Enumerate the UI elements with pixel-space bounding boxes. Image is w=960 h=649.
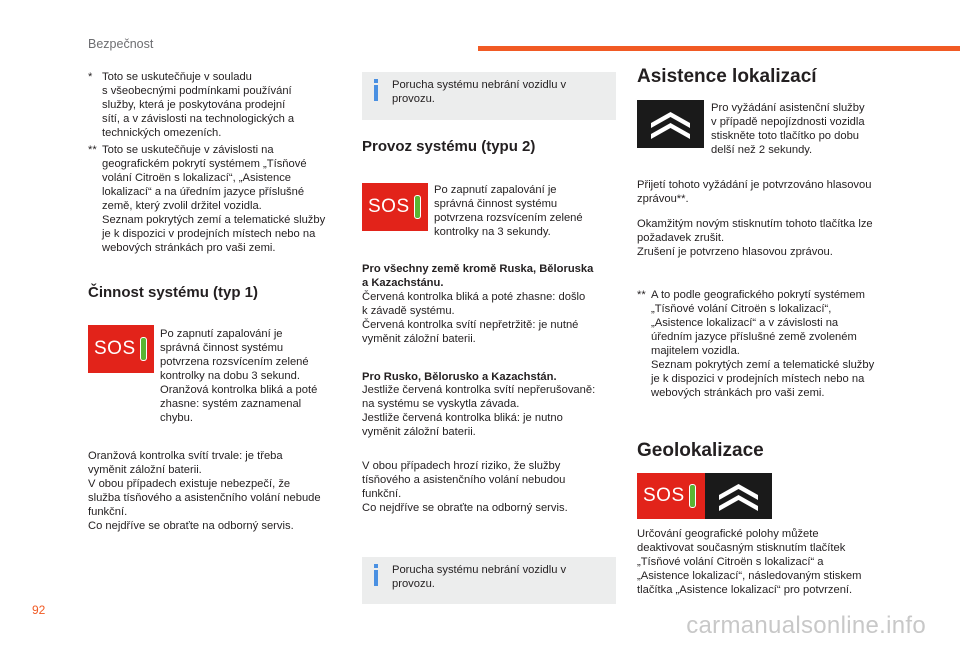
heading-system-type1: Činnost systému (typ 1) bbox=[88, 284, 259, 301]
geolocation-description: Určování geografické polohy můžete deaktivovat současným stisknutím tlačítek „Tísňové volání Citroën s lokalizací“ a „Asistence lokalizací“, následovaným stiskem tlačítka „Asistence lokalizací“ pro potvrzení. bbox=[637, 528, 862, 596]
assistance-description: Pro vyžádání asistenční služby v případě nepojízdnosti vozidla stiskněte toto tlačítko po dobu delší než 2 sekundy. bbox=[711, 102, 865, 156]
info-box bbox=[362, 557, 616, 604]
footnote-double bbox=[88, 143, 360, 255]
footnote-single bbox=[88, 70, 350, 140]
footnote-mark: ** bbox=[637, 289, 646, 301]
green-led-icon bbox=[414, 195, 421, 219]
sos-button-image bbox=[362, 183, 428, 231]
header-accent-line bbox=[478, 46, 960, 51]
info-text: Porucha systému nebrání vozidlu v provozu. bbox=[392, 564, 567, 590]
sos-label: SOS bbox=[94, 338, 136, 359]
footnote-mark: * bbox=[88, 71, 93, 83]
footnote-text: Toto se uskutečňuje v souladu s všeobecnými podmínkami používání služby, která je poskytována prodejní sítí, a v závislosti na technologických a technických omezeních. bbox=[102, 71, 295, 139]
block1-title: Pro všechny země kromě Ruska, Běloruska a Kazachstánu. bbox=[362, 263, 594, 289]
footnote-mark: ** bbox=[88, 144, 97, 156]
page-number: 92 bbox=[32, 603, 46, 617]
green-led-icon bbox=[140, 337, 147, 361]
sos-label: SOS bbox=[643, 485, 685, 506]
info-text: Porucha systému nebrání vozidlu v provozu. bbox=[392, 79, 567, 105]
info-icon bbox=[372, 78, 384, 114]
heading-geolocation: Geolokalizace bbox=[637, 440, 764, 461]
block2-title: Pro Rusko, Bělorusko a Kazachstán. bbox=[362, 371, 557, 383]
info-box bbox=[362, 72, 616, 120]
assistance-confirmation: Přijetí tohoto vyžádání je potvrzováno hlasovou zprávou**. bbox=[637, 179, 872, 205]
chevrons-icon bbox=[637, 100, 704, 148]
assistance-cancel: Okamžitým novým stisknutím tohoto tlačítka lze požadavek zrušit. Zrušení je potvrzeno hlasovou zprávou. bbox=[637, 218, 873, 258]
type2-warning-paragraph: V obou případech hrozí riziko, že služby tísňového a asistenčního volání nebudou funkční. Co nejdříve se obraťte na odborný servis. bbox=[362, 460, 568, 514]
footnote-text: A to podle geografického pokrytí systémem „Tísňové volání Citroën s lokalizací“, „Asistence lokalizací“ a v závislosti na úředním jazyce příslušné země zvoleném majitelem vozidla. Seznam pokrytých zemí a telematické služby je k dispozici v prodejních místech nebo na webových stránkách pro vaši zemi. bbox=[651, 289, 875, 399]
footnote-double bbox=[637, 288, 907, 400]
section-title: Bezpečnost bbox=[88, 37, 154, 51]
block1-body: Červená kontrolka bliká a poté zhasne: došlo k závadě systému. Červená kontrolka svítí nepřetržitě: je nutné vyměnit záložní baterii. bbox=[362, 291, 586, 345]
chevrons-icon bbox=[705, 473, 772, 519]
type1-warning-paragraph: Oranžová kontrolka svítí trvale: je třeba vyměnit záložní baterii. V obou případech existuje nebezpečí, že služba tísňového a asistenčního volání nebude funkční. Co nejdříve se obraťte na odborný servis. bbox=[88, 450, 321, 532]
block2-body: Jestliže červená kontrolka svítí nepřerušovaně: na systému se vyskytla závada. Jestliže červená kontrolka bliká: je nutno vyměnit záložní baterii. bbox=[362, 384, 596, 438]
footnote-text: Toto se uskutečňuje v závislosti na geografickém pokrytí systémem „Tísňové volání Citroën s lokalizací“, „Asistence lokalizací“ a na úředním jazyce příslušné země, který zvolil držitel vozidla. Seznam pokrytých zemí a telematické služby je k dispozici v prodejních místech nebo na webových stránkách pro vaši zemi. bbox=[102, 144, 326, 254]
sos-button-image bbox=[637, 473, 705, 519]
info-icon bbox=[372, 563, 384, 598]
heading-assistance: Asistence lokalizací bbox=[637, 66, 817, 87]
heading-system-type2: Provoz systému (typu 2) bbox=[362, 138, 536, 155]
watermark: carmanualsonline.info bbox=[686, 612, 926, 639]
type1-description: Po zapnutí zapalování je správná činnost systému potvrzena rozsvícením zelené kontrolky na dobu 3 sekund. Oranžová kontrolka bliká a poté zhasne: systém zaznamenal chybu. bbox=[160, 328, 318, 424]
geolocation-buttons-image bbox=[637, 473, 772, 519]
green-led-icon bbox=[689, 484, 696, 508]
assistance-button-image bbox=[705, 473, 772, 519]
type2-description: Po zapnutí zapalování je správná činnost systému potvrzena rozsvícením zelené kontrolky na 3 sekundy. bbox=[434, 184, 583, 238]
sos-label: SOS bbox=[368, 196, 410, 217]
sos-button-image bbox=[88, 325, 154, 373]
assistance-button-image bbox=[637, 100, 704, 148]
